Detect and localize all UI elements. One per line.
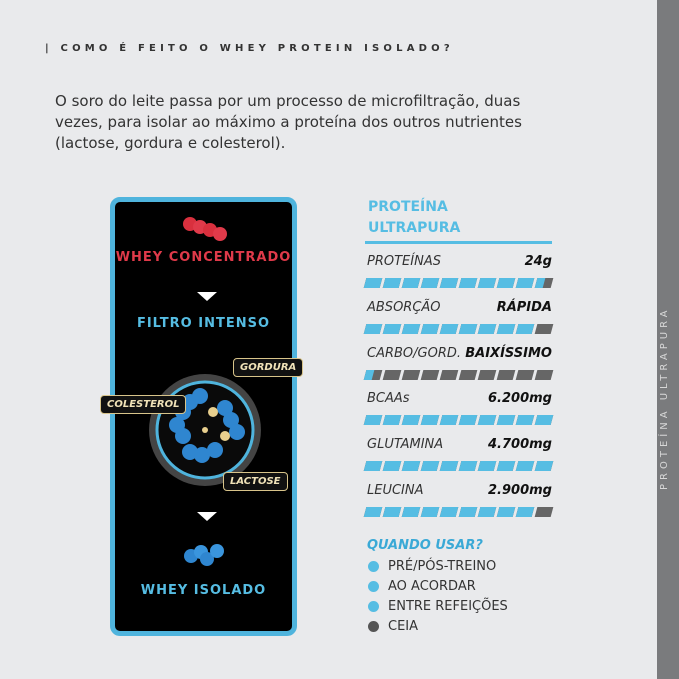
bar-segment: [535, 278, 554, 288]
intro-paragraph: O soro do leite passa por um processo de microfiltração, duas vezes, para isolar ao máximo a proteína dos outros nutrientes (lactose, gordura e colesterol).: [55, 92, 522, 152]
bar-segment: [478, 415, 497, 425]
bar-segment: [364, 461, 383, 471]
bar-segment: [440, 278, 459, 288]
metric-value: 4.700mg: [488, 437, 552, 453]
when-label: ENTRE REFEIÇÕES: [388, 599, 508, 614]
metric-value: 6.200mg: [488, 391, 552, 407]
metric-row: [367, 483, 552, 498]
arrow-down-icon: [197, 512, 217, 521]
metric-label: ABSORÇÃO: [367, 299, 441, 315]
bar-segment: [535, 415, 554, 425]
when-title: QUANDO USAR?: [367, 538, 483, 553]
process-panel: [107, 197, 297, 636]
bar-segment: [459, 461, 478, 471]
metric-value: RÁPIDA: [496, 299, 552, 315]
bar-segment: [421, 324, 440, 334]
bar-segment: [497, 461, 516, 471]
bar-segment: [364, 370, 383, 380]
bullet-dot-icon: [368, 601, 379, 612]
bullet-dot-icon: [368, 621, 379, 632]
bar-segment: [516, 461, 535, 471]
bar-segment: [402, 507, 421, 517]
bar-segment: [440, 461, 459, 471]
metric-label: CARBO/GORD.: [367, 345, 462, 361]
metric-value: BAIXÍSSIMO: [465, 345, 552, 361]
bar-segment: [440, 324, 459, 334]
bar-segment: [402, 370, 421, 380]
cholesterol-tag: COLESTEROL: [100, 395, 186, 414]
bar-segment: [535, 507, 554, 517]
bar-segment: [535, 324, 554, 334]
bar-segment: [402, 324, 421, 334]
whey-isolado-label: WHEY ISOLADO: [140, 583, 267, 598]
bar-segment: [516, 507, 535, 517]
bar-segment: [421, 415, 440, 425]
bar-segment: [459, 278, 478, 288]
bar-segment: [497, 415, 516, 425]
metric-label: PROTEÍNAS: [367, 254, 441, 269]
metric-row: [367, 300, 552, 315]
metric-bar: [365, 370, 552, 380]
bar-segment: [497, 324, 516, 334]
bar-segment: [421, 507, 440, 517]
bullet-dot-icon: [368, 561, 379, 572]
bar-segment: [421, 370, 440, 380]
when-item: [368, 559, 496, 574]
metric-label: GLUTAMINA: [367, 437, 444, 453]
metric-value: 2.900mg: [488, 483, 552, 498]
bar-segment: [383, 461, 402, 471]
bar-segment: [516, 370, 535, 380]
bar-segment: [364, 415, 383, 425]
when-item: [368, 599, 508, 614]
bar-segment: [535, 370, 554, 380]
blue-molecule-icon: [183, 542, 228, 567]
when-label: AO ACORDAR: [388, 579, 476, 594]
metric-bar: [365, 278, 552, 288]
metric-value: 24g: [524, 254, 552, 269]
bar-segment: [478, 507, 497, 517]
metric-bar: [365, 415, 552, 425]
when-label: CEIA: [388, 619, 419, 634]
title-divider: [365, 241, 552, 244]
bar-segment: [364, 507, 383, 517]
metric-row: [367, 391, 552, 406]
bar-segment: [383, 507, 402, 517]
bar-segment: [383, 324, 402, 334]
metric-label: LEUCINA: [367, 483, 424, 498]
bar-segment: [421, 461, 440, 471]
bar-segment: [516, 324, 535, 334]
bar-segment: [383, 415, 402, 425]
when-label: PRÉ/PÓS-TREINO: [388, 559, 497, 574]
bar-segment: [383, 370, 402, 380]
bar-segment: [402, 461, 421, 471]
bullet-dot-icon: [368, 581, 379, 592]
red-molecule-icon: [180, 214, 230, 244]
filter-label: FILTRO INTENSO: [136, 316, 271, 331]
bar-segment: [421, 278, 440, 288]
metric-bar: [365, 461, 552, 471]
metric-row: [367, 437, 552, 452]
bar-segment: [459, 507, 478, 517]
bar-segment: [459, 370, 478, 380]
bar-segment: [402, 415, 421, 425]
arrow-down-icon: [197, 292, 217, 301]
metric-bar: [365, 324, 552, 334]
bar-segment: [459, 415, 478, 425]
bar-segment: [402, 278, 421, 288]
bar-segment: [440, 415, 459, 425]
lactose-tag: LACTOSE: [223, 472, 288, 491]
when-item: [368, 579, 476, 594]
bar-segment: [516, 415, 535, 425]
section-title: PROTEÍNA ULTRAPURA: [368, 199, 461, 236]
bar-segment: [383, 278, 402, 288]
metric-label: BCAAs: [367, 391, 410, 407]
fat-tag: GORDURA: [233, 358, 303, 377]
when-item: [368, 619, 418, 634]
bar-segment: [478, 370, 497, 380]
bar-segment: [516, 278, 535, 288]
metric-row: [367, 254, 552, 269]
section-header: | COMO É FEITO O WHEY PROTEIN ISOLADO?: [45, 43, 454, 54]
metric-row: [367, 346, 552, 361]
bar-segment: [535, 461, 554, 471]
bar-segment: [459, 324, 478, 334]
bar-segment: [478, 278, 497, 288]
bar-segment: [478, 324, 497, 334]
bar-segment: [364, 324, 383, 334]
bar-segment: [478, 461, 497, 471]
bar-segment: [497, 370, 516, 380]
side-label: PROTEÍNA ULTRAPURA: [659, 306, 670, 490]
bar-segment: [440, 507, 459, 517]
whey-concentrado-label: WHEY CONCENTRADO: [115, 250, 292, 265]
bar-segment: [497, 507, 516, 517]
bar-segment: [364, 278, 383, 288]
bar-segment: [440, 370, 459, 380]
bar-segment: [497, 278, 516, 288]
metric-bar: [365, 507, 552, 517]
